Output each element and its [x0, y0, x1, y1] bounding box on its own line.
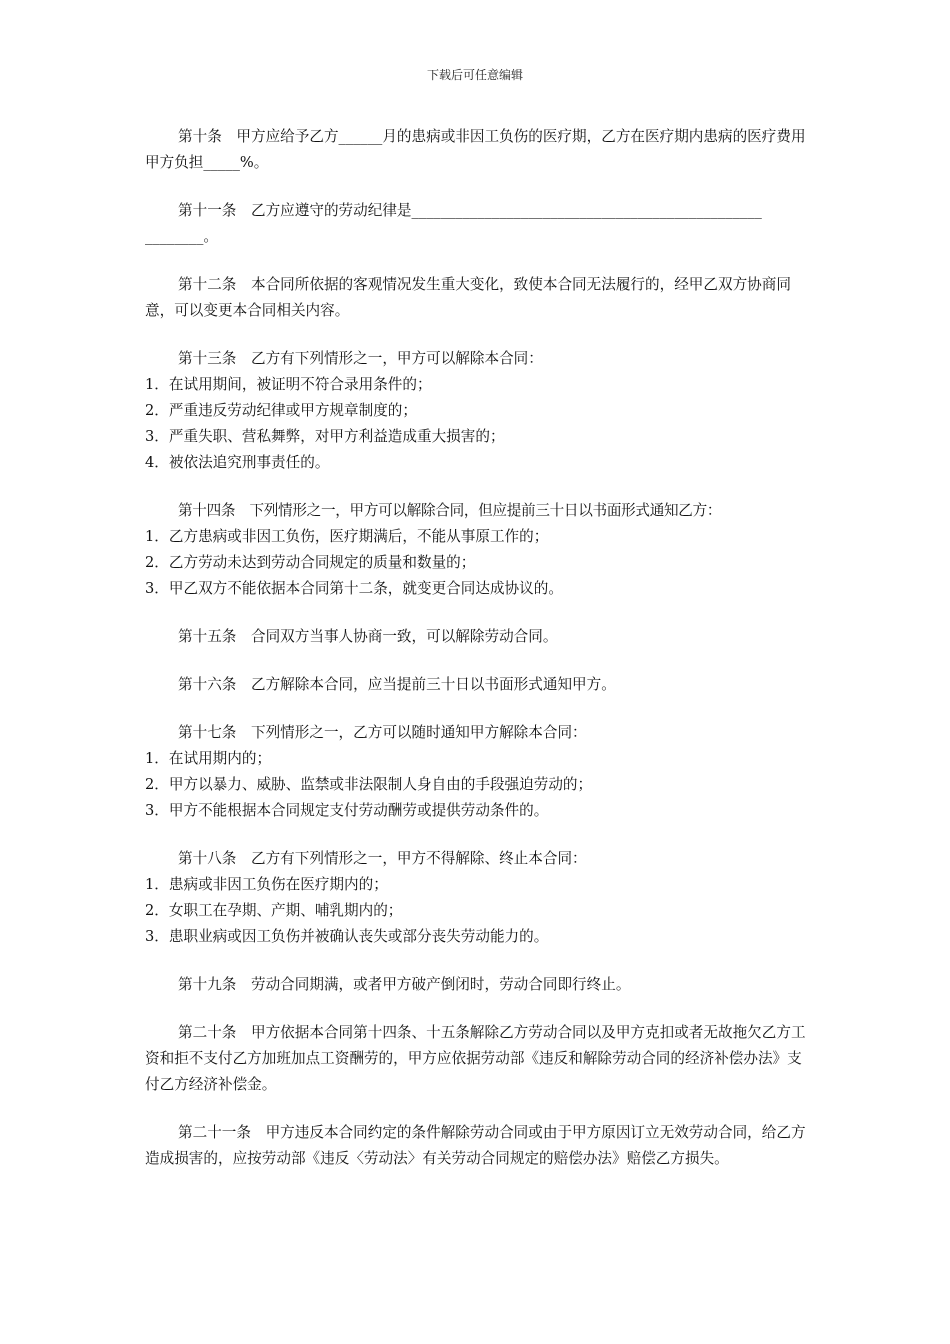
article-11-line-2: ________。 [145, 228, 218, 245]
article-12-text: 第十二条 本合同所依据的客观情况发生重大变化，致使本合同无法履行的，经甲乙双方协商同意，可以变更本合同相关内容。 [145, 276, 791, 319]
article-17-item-2: 2．甲方以暴力、威胁、监禁或非法限制人身自由的手段强迫劳动的； [145, 776, 593, 793]
article-17-item-1: 1．在试用期内的； [145, 750, 272, 767]
page-header-note: 下载后可任意编辑 [426, 68, 523, 82]
article-14-item-3: 3．甲乙双方不能依据本合同第十二条，就变更合同达成协议的。 [145, 580, 563, 597]
article-14 [145, 498, 813, 602]
article-18-item-1: 1．患病或非因工负伤在医疗期内的； [145, 876, 388, 893]
article-14-lead: 第十四条 下列情形之一，甲方可以解除合同，但应提前三十日以书面形式通知乙方： [178, 502, 722, 519]
article-20 [145, 1020, 813, 1098]
article-20-text: 第二十条 甲方依据本合同第十四条、十五条解除乙方劳动合同以及甲方克扣或者无故拖欠乙方工资和拒不支付乙方加班加点工资酬劳的，甲方应依据劳动部《违反和解除劳动合同的经济补偿办法》支付乙方经济补偿金。 [145, 1024, 806, 1093]
article-10 [145, 124, 813, 176]
article-13-item-2: 2．严重违反劳动纪律或甲方规章制度的； [145, 402, 417, 419]
article-17 [145, 720, 813, 824]
article-12 [145, 272, 813, 324]
document-body [145, 124, 813, 1194]
article-17-lead: 第十七条 下列情形之一，乙方可以随时通知甲方解除本合同： [178, 724, 587, 741]
article-13-item-1: 1．在试用期间，被证明不符合录用条件的； [145, 376, 432, 393]
article-10-text: 第十条 甲方应给予乙方______月的患病或非因工负伤的医疗期，乙方在医疗期内患病的医疗费用甲方负担_____%。 [145, 128, 806, 171]
article-11 [145, 198, 813, 250]
article-13-item-3: 3．严重失职、营私舞弊，对甲方利益造成重大损害的； [145, 428, 505, 445]
article-18 [145, 846, 813, 950]
article-18-item-3: 3．患职业病或因工负伤并被确认丧失或部分丧失劳动能力的。 [145, 928, 549, 945]
article-21 [145, 1120, 813, 1172]
article-21-text: 第二十一条 甲方违反本合同约定的条件解除劳动合同或由于甲方原因订立无效劳动合同，给乙方造成损害的，应按劳动部《违反〈劳动法〉有关劳动合同规定的赔偿办法》赔偿乙方损失。 [145, 1124, 806, 1167]
article-14-item-1: 1．乙方患病或非因工负伤，医疗期满后，不能从事原工作的； [145, 528, 549, 545]
article-18-item-2: 2．女职工在孕期、产期、哺乳期内的； [145, 902, 403, 919]
article-17-item-3: 3．甲方不能根据本合同规定支付劳动酬劳或提供劳动条件的。 [145, 802, 549, 819]
article-13-item-4: 4．被依法追究刑事责任的。 [145, 454, 330, 471]
article-19 [145, 972, 813, 998]
article-16 [145, 672, 813, 698]
article-16-text: 第十六条 乙方解除本合同，应当提前三十日以书面形式通知甲方。 [178, 676, 616, 693]
article-11-line-1: 第十一条 乙方应遵守的劳动纪律是________________________________________________ [178, 202, 762, 219]
article-15 [145, 624, 813, 650]
article-13 [145, 346, 813, 476]
article-13-lead: 第十三条 乙方有下列情形之一，甲方可以解除本合同： [178, 350, 543, 367]
article-15-text: 第十五条 合同双方当事人协商一致，可以解除劳动合同。 [178, 628, 558, 645]
article-19-text: 第十九条 劳动合同期满，或者甲方破产倒闭时，劳动合同即行终止。 [178, 976, 631, 993]
article-14-item-2: 2．乙方劳动未达到劳动合同规定的质量和数量的； [145, 554, 476, 571]
article-18-lead: 第十八条 乙方有下列情形之一，甲方不得解除、终止本合同： [178, 850, 587, 867]
